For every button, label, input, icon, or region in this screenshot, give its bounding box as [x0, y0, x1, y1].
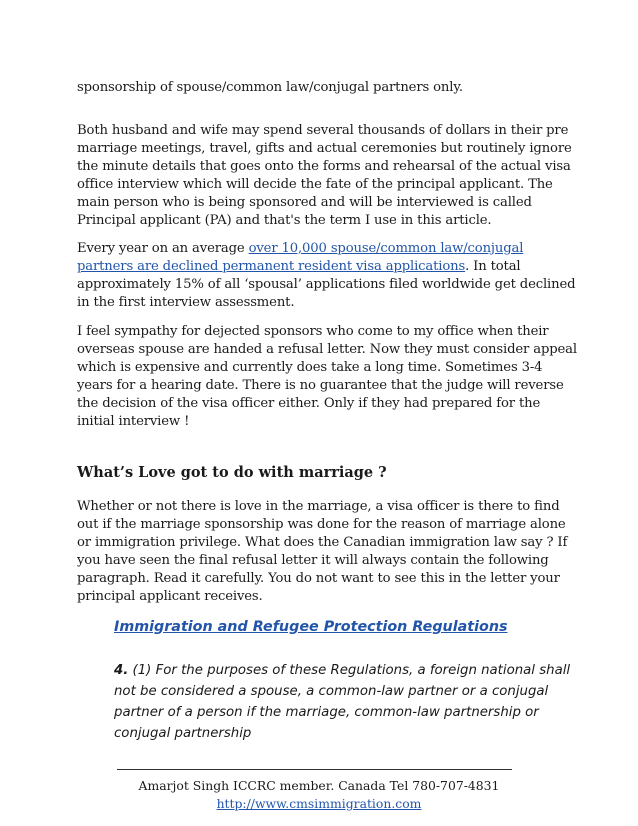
text-line: office interview which will decide the fate of the principal applicant. The [77, 177, 553, 192]
footer-website-link[interactable]: http://www.cmsimmigration.com [216, 796, 422, 811]
text-line: main person who is being sponsored and will be interviewed is called [77, 195, 532, 210]
section-heading: What’s Love got to do with marriage ? [77, 464, 387, 481]
text-line: the decision of the visa officer either. Only if they had prepared for the [77, 396, 541, 411]
regulations-title-link[interactable]: Immigration and Refugee Protection Regulations [114, 619, 508, 635]
text-line: approximately 15% of all ‘spousal’ applications filed worldwide get declined [77, 277, 576, 292]
text-line: sponsorship of spouse/common law/conjugal partners only. [77, 80, 463, 95]
paragraph-pre-marriage-spending [77, 122, 577, 230]
text-line: partner of a person if the marriage, common-law partnership or [114, 705, 539, 720]
paragraph-decline-statistics [77, 240, 577, 312]
text-line: years for a hearing date. There is no guarantee that the judge will reverse [77, 378, 564, 393]
text-line: marriage meetings, travel, gifts and actual ceremonies but routinely ignore [77, 141, 572, 156]
text-line: overseas spouse are handed a refusal letter. Now they must consider appeal [77, 342, 577, 357]
paragraph-visa-officer [77, 498, 577, 606]
text-line: initial interview ! [77, 414, 190, 429]
text-line: paragraph. Read it carefully. You do not want to see this in the letter your [77, 571, 560, 586]
footer-divider [117, 769, 512, 770]
text-line: Both husband and wife may spend several thousands of dollars in their pre [77, 123, 569, 138]
text-line: in the first interview assessment. [77, 295, 295, 310]
paragraph-refusal-sympathy [77, 323, 577, 431]
text-line [77, 240, 577, 258]
text-line: or immigration privilege. What does the Canadian immigration law say ? If [77, 535, 568, 550]
text-line: not be considered a spouse, a common-law partner or a conjugal [114, 684, 549, 699]
text-line: Principal applicant (PA) and that's the term I use in this article. [77, 213, 492, 228]
intro-paragraph [77, 79, 577, 97]
text-line: I feel sympathy for dejected sponsors who come to my office when their [77, 324, 549, 339]
text-line: conjugal partnership [114, 726, 252, 741]
text-line: Whether or not there is love in the marriage, a visa officer is there to find [77, 499, 560, 514]
text-line: principal applicant receives. [77, 589, 263, 604]
regulation-number: 4. [114, 663, 129, 678]
text-line: out if the marriage sponsorship was done for the reason of marriage alone [77, 517, 566, 532]
declined-applications-link[interactable]: over 10,000 spouse/common law/conjugal [248, 241, 524, 256]
text-run: (1) For the purposes of these Regulations, a foreign national shall [128, 663, 571, 678]
text-line [114, 660, 584, 681]
text-line [77, 258, 577, 276]
footer-contact: Amarjot Singh ICCRC member. Canada Tel 780-707-4831 [138, 778, 500, 793]
declined-applications-link-continued[interactable]: partners are declined permanent resident visa applications [77, 259, 466, 274]
text-run: Every year on an average [77, 241, 249, 256]
text-run: . In total [465, 259, 521, 274]
text-line: the minute details that goes onto the forms and rehearsal of the actual visa [77, 159, 571, 174]
regulation-quote [114, 660, 584, 744]
text-line: which is expensive and currently does take a long time. Sometimes 3-4 [77, 360, 543, 375]
text-line: you have seen the final refusal letter it will always contain the following [77, 553, 549, 568]
